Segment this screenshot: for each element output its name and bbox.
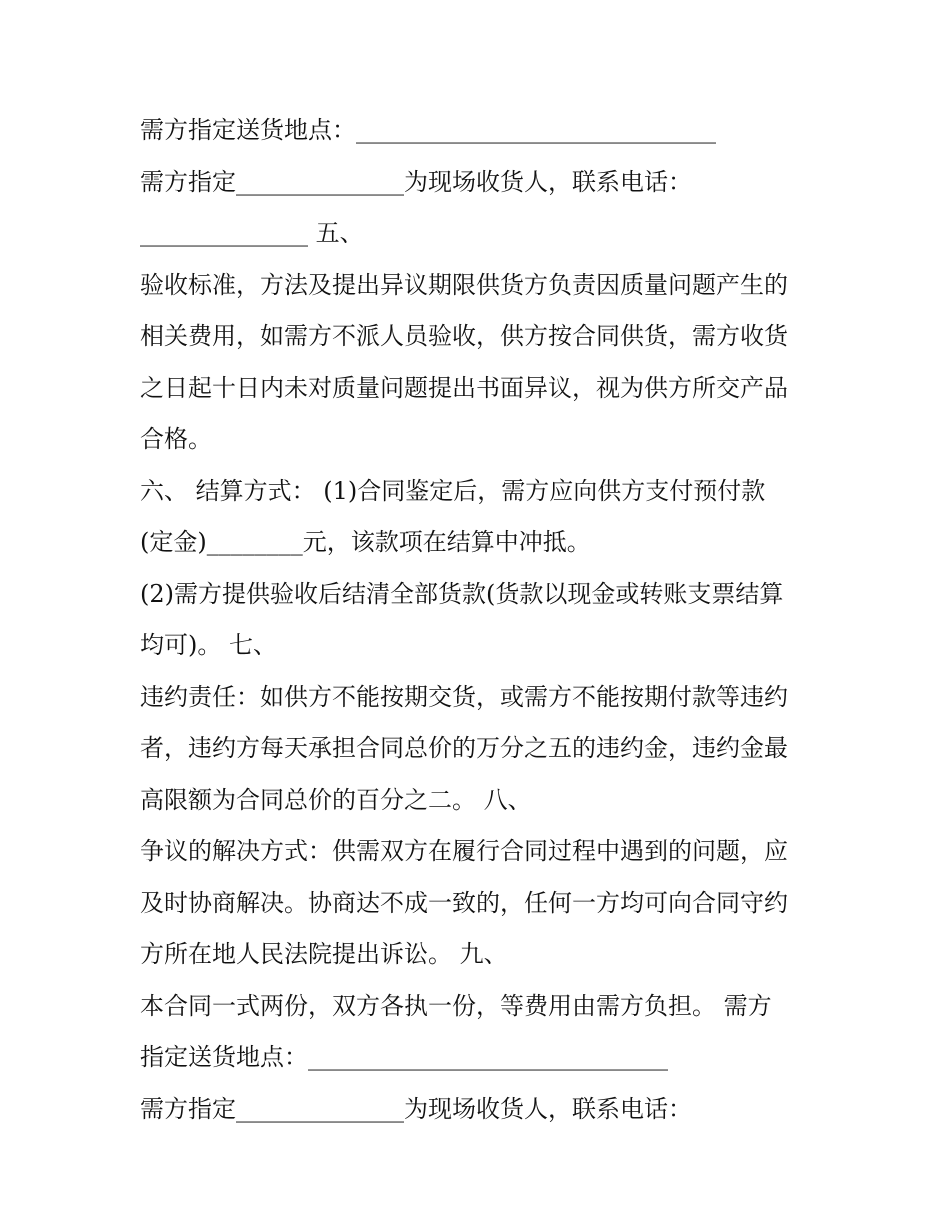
text-line-dispute-2: 及时协商解决。协商达不成一致的，任何一方均可向合同守约 xyxy=(140,888,788,917)
text-line-dispute-3: 方所在地人民法院提出诉讼。 九、 xyxy=(140,940,508,968)
text-line-liability-3: 高限额为合同总价的百分之二。 八、 xyxy=(140,785,532,814)
text-line-settlement-2: (定金)________元，该款项在结算中冲抵。 xyxy=(140,528,591,556)
text-line-copies: 本合同一式两份，双方各执一份，等费用由需方负担。 需方 xyxy=(140,991,772,1020)
text-line-dispute-1: 争议的解决方式：供需双方在履行合同过程中遇到的问题，应 xyxy=(140,837,788,865)
text-line-liability-1: 违约责任：如供方不能按期交货，或需方不能按期付款等违约 xyxy=(140,682,788,711)
text-line-delivery-address-2: 指定送货地点：______________________________ xyxy=(140,1043,668,1071)
text-line-settlement-3: (2)需方提供验收后结清全部货款(货款以现金或转账支票结算 xyxy=(140,579,784,608)
text-line-settlement-1: 六、 结算方式： (1)合同鉴定后，需方应向供方支付预付款 xyxy=(140,476,766,505)
text-line-liability-2: 者，违约方每天承担合同总价的万分之五的违约金，违约金最 xyxy=(140,734,788,762)
text-line-acceptance-1: 验收标准，方法及提出异议期限供货方负责因质量问题产生的 xyxy=(140,270,788,299)
text-line-phone-section-5: ______________ 五、 xyxy=(140,219,364,247)
text-line-acceptance-2: 相关费用，如需方不派人员验收，供方按合同供货，需方收货 xyxy=(140,322,788,350)
text-line-settlement-4: 均可)。 七、 xyxy=(140,631,277,659)
text-line-acceptance-3: 之日起十日内未对质量问题提出书面异议，视为供方所交产品 xyxy=(140,373,788,402)
text-line-acceptance-4: 合格。 xyxy=(140,425,212,453)
text-line-delivery-address: 需方指定送货地点：______________________________ xyxy=(140,116,716,144)
text-line-receiver-2: 需方指定______________为现场收货人，联系电话： xyxy=(140,1094,692,1123)
text-line-receiver: 需方指定______________为现场收货人，联系电话： xyxy=(140,167,692,196)
contract-text xyxy=(140,105,820,1135)
